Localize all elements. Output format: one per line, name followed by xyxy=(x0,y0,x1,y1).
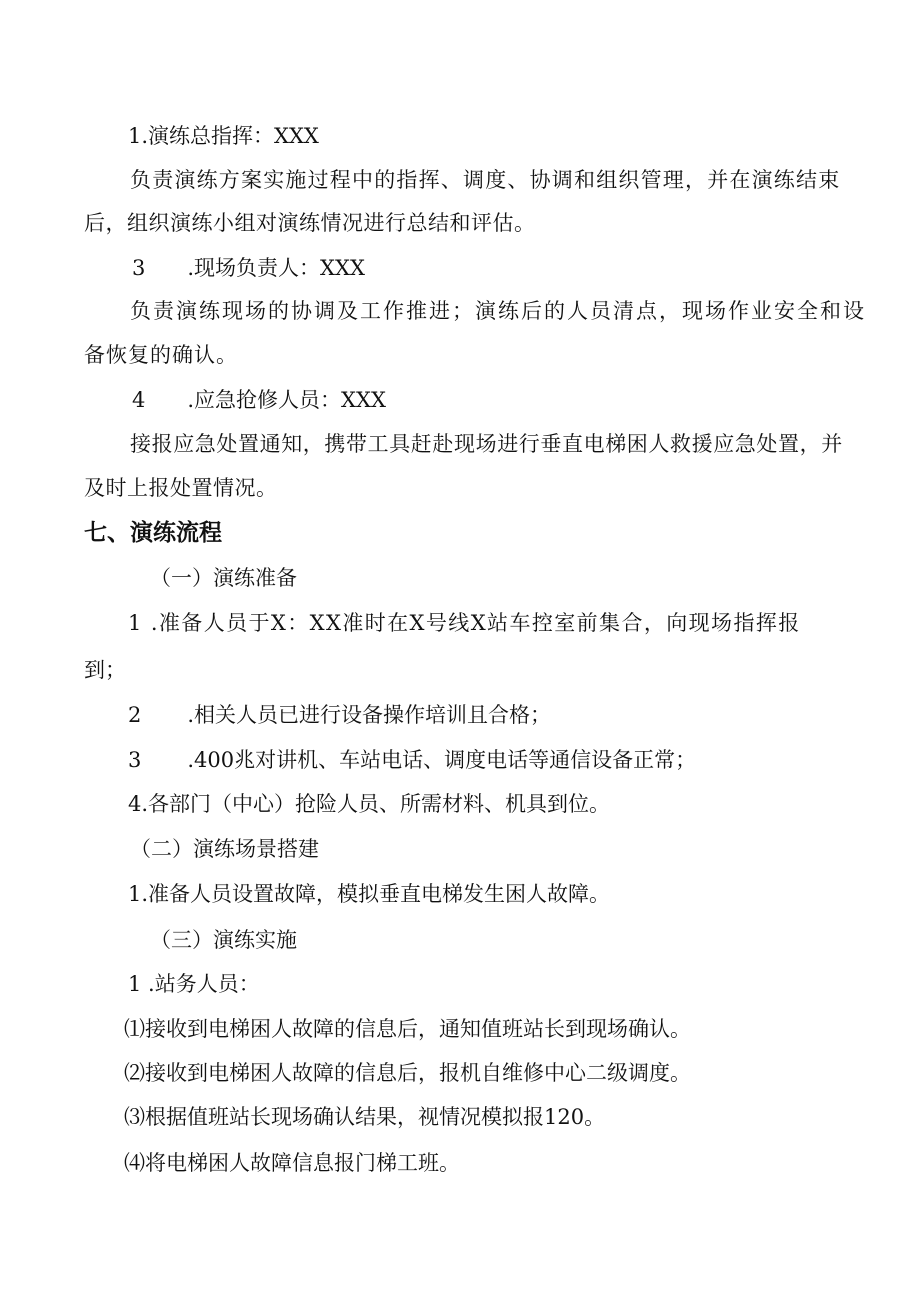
subheading-drill-implementation: （三）演练实施 xyxy=(150,928,297,952)
subheading-drill-preparation: （一）演练准备 xyxy=(150,566,297,590)
role-site-lead-body-line2: 备恢复的确认。 xyxy=(84,343,238,367)
role-repair-body-line2: 及时上报处置情况。 xyxy=(84,476,278,500)
scene-item-1: 1.准备人员设置故障，模拟垂直电梯发生困人故障。 xyxy=(128,882,611,906)
role-site-lead-body-line1: 负责演练现场的协调及工作推进；演练后的人员清点，现场作业安全和设 xyxy=(130,299,866,323)
prep-item-3-number: 3 xyxy=(128,748,142,772)
role-repair-label: .应急抢修人员：XXX xyxy=(187,388,386,412)
role-site-lead-number: 3 xyxy=(132,256,146,280)
prep-item-3 xyxy=(128,746,696,774)
impl-step-3: ⑶根据值班站长现场确认结果，视情况模拟报120。 xyxy=(124,1105,606,1129)
role-repair-title xyxy=(132,386,386,414)
role-repair-body-line1: 接报应急处置通知，携带工具赶赴现场进行垂直电梯困人救援应急处置，并 xyxy=(130,432,843,456)
prep-item-2-text: .相关人员已进行设备操作培训且合格； xyxy=(187,703,552,727)
prep-item-1-line2: 到； xyxy=(84,658,126,682)
role-repair-number: 4 xyxy=(132,388,146,412)
role-commander-body-line1: 负责演练方案实施过程中的指挥、调度、协调和组织管理，并在演练结束 xyxy=(130,168,841,192)
impl-item-station-staff: 1 .站务人员： xyxy=(128,972,260,996)
impl-step-4: ⑷将电梯困人故障信息报门梯工班。 xyxy=(124,1151,460,1175)
impl-step-1: ⑴接收到电梯困人故障的信息后，通知值班站长到现场确认。 xyxy=(124,1017,691,1041)
prep-item-3-text: .400兆对讲机、车站电话、调度电话等通信设备正常； xyxy=(187,748,697,772)
role-site-lead-label: .现场负责人：XXX xyxy=(187,256,365,280)
role-commander-title: 1.演练总指挥：XXX xyxy=(128,124,319,148)
impl-step-2: ⑵接收到电梯困人故障的信息后，报机自维修中心二级调度。 xyxy=(124,1061,691,1085)
prep-item-2-number: 2 xyxy=(128,703,142,727)
prep-item-4: 4.各部门（中心）抢险人员、所需材料、机具到位。 xyxy=(128,792,611,816)
role-commander-body-line2: 后，组织演练小组对演练情况进行总结和评估。 xyxy=(84,211,536,235)
section-heading-drill-process: 七、演练流程 xyxy=(84,520,222,546)
role-site-lead-title xyxy=(132,254,365,282)
prep-item-1-line1: 1 .准备人员于X：XX准时在X号线X站车控室前集合，向现场指挥报 xyxy=(128,611,801,635)
subheading-scene-setup: （二）演练场景搭建 xyxy=(130,837,319,861)
prep-item-2 xyxy=(128,701,551,729)
